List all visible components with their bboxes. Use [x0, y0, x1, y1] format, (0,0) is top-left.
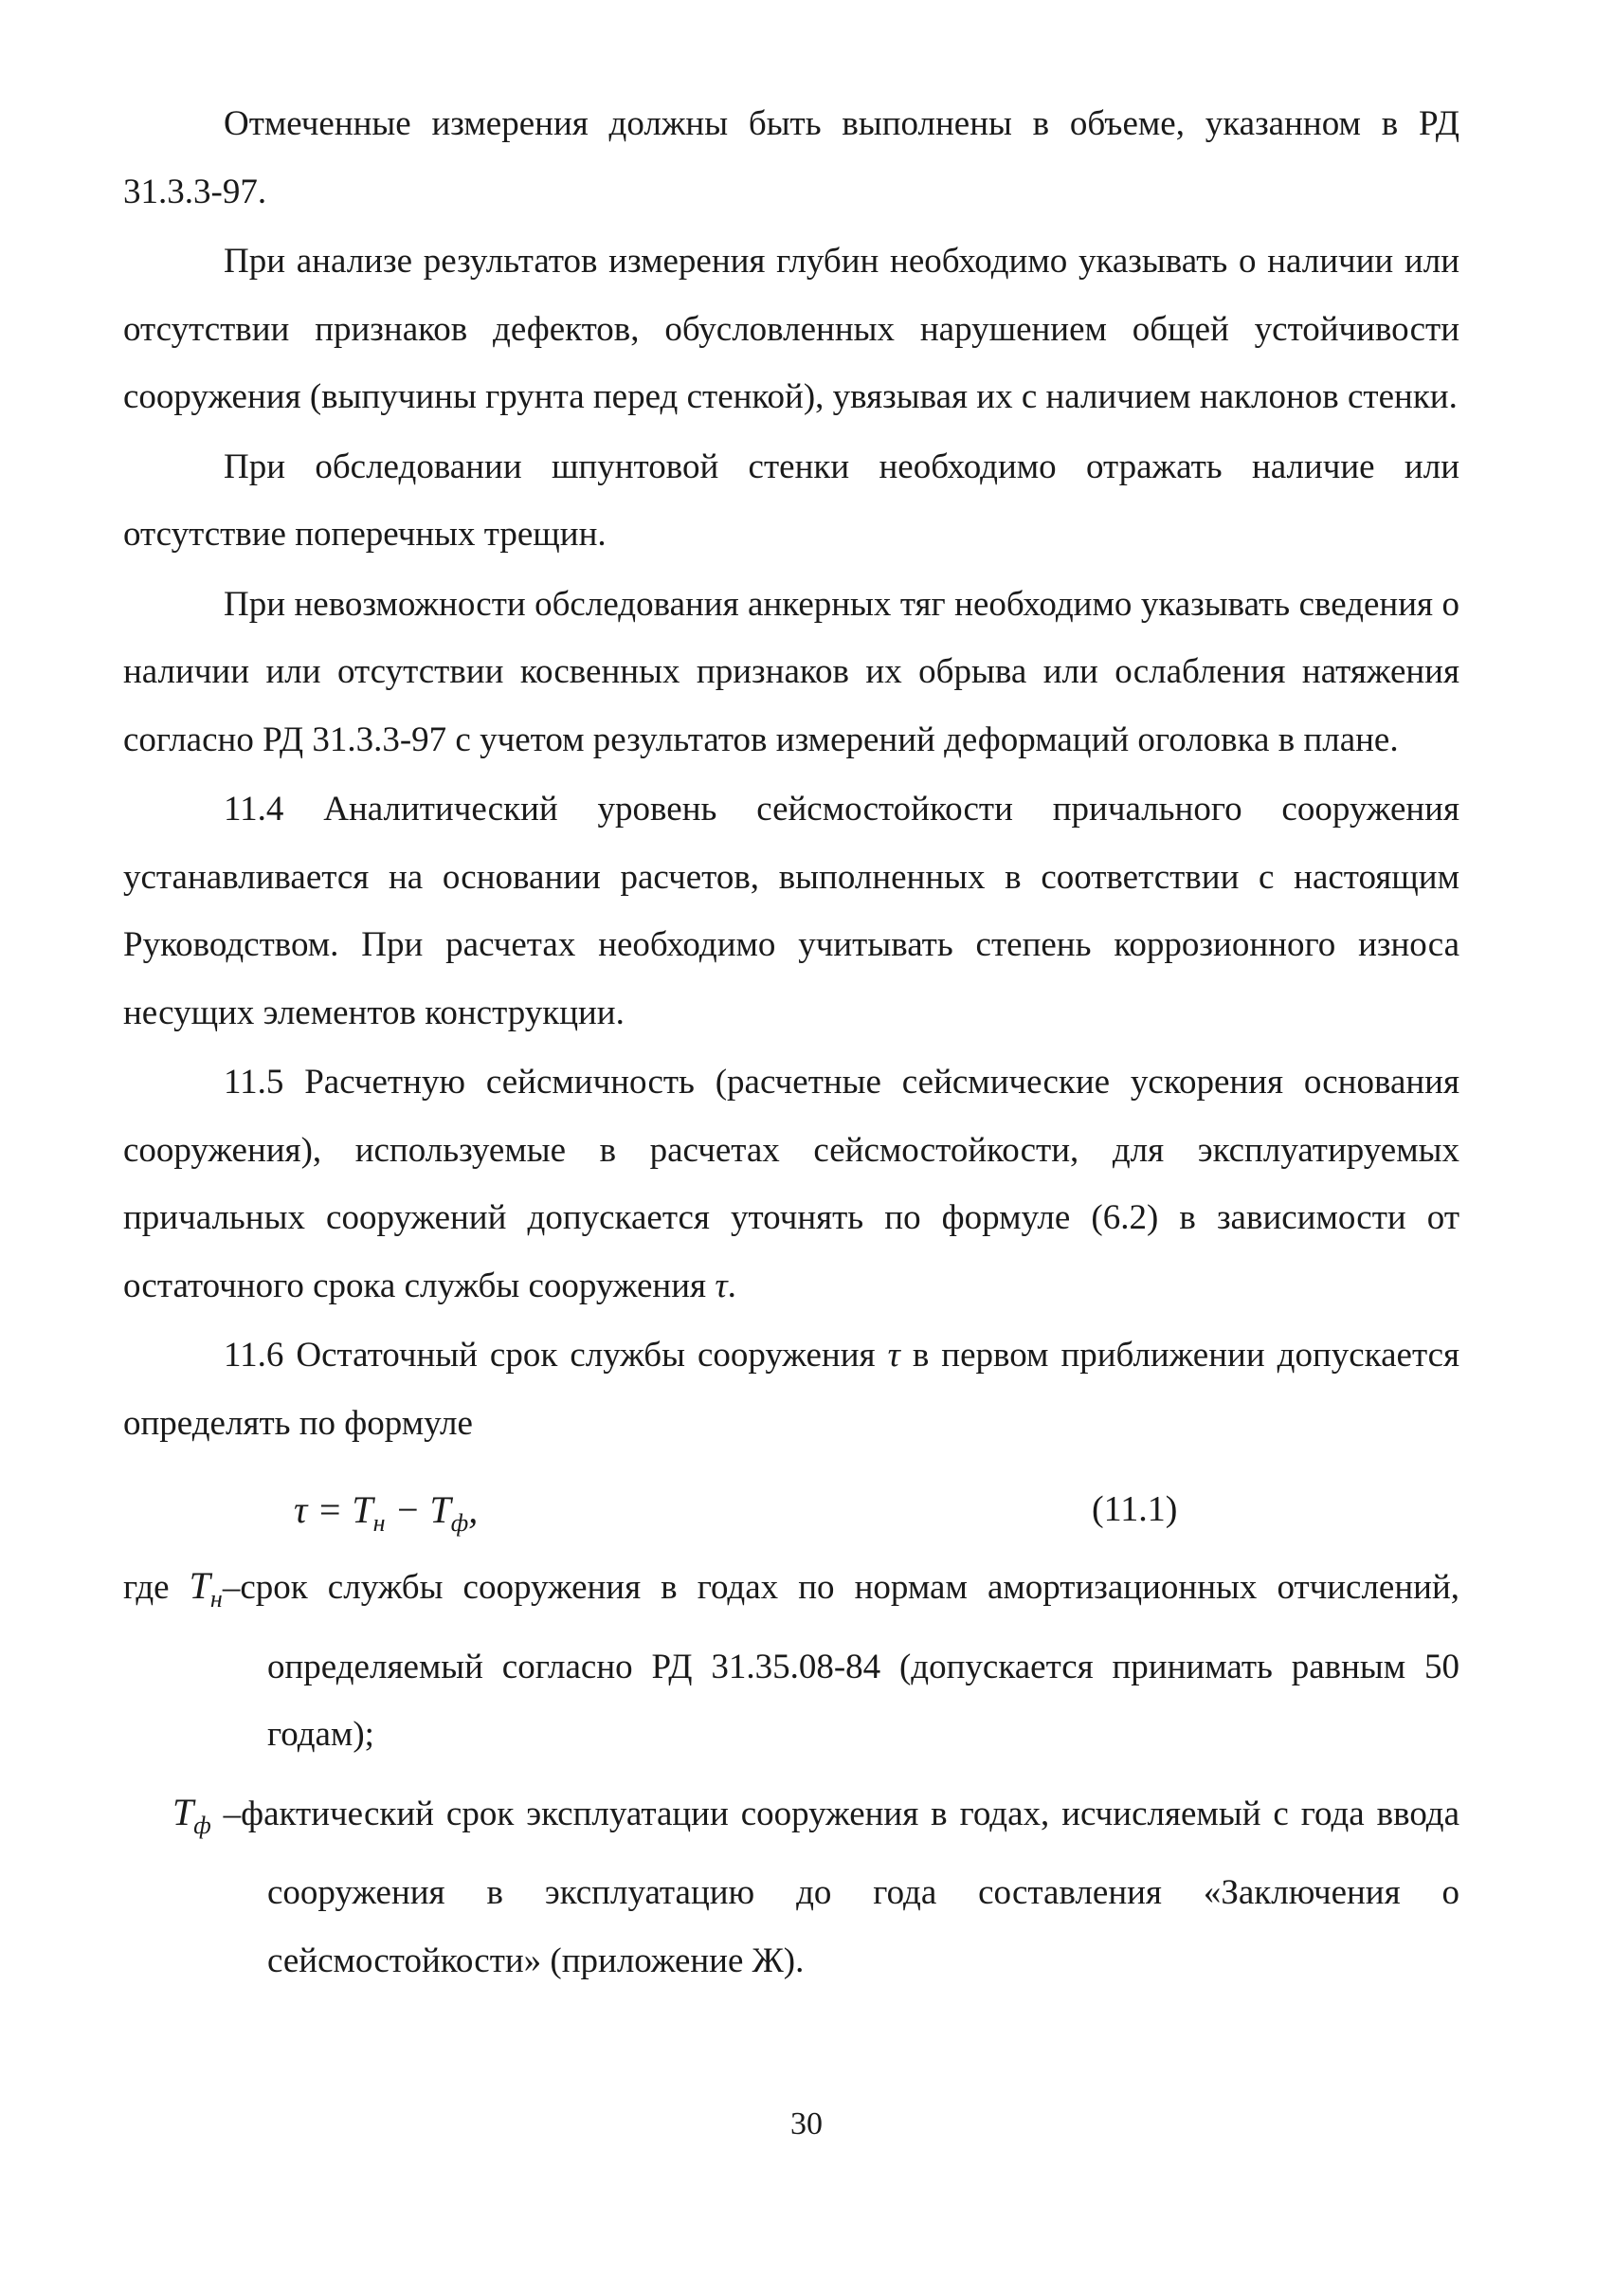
- formula-comma: ,: [468, 1488, 479, 1531]
- paragraph-depth-analysis: При анализе результатов измерения глубин необходимо указывать о наличии или отсутствии признаков дефектов, обусловленных нарушением общей устойчивости сооружения (выпучины грунта перед стенкой), увязывая их с наличием наклонов стенки.: [123, 242, 1459, 416]
- definition-tf: [123, 1778, 1459, 1995]
- formula-f-subscript: ф: [450, 1509, 469, 1537]
- tf-T: T: [172, 1790, 194, 1833]
- tn-T: T: [189, 1564, 210, 1607]
- paragraph-11-5-text: 11.5 Расчетную сейсмичность (расчетные сейсмические ускорения основания сооружения), используемые в расчетах сейсмостойкости, для эксплуатируемых причальных сооружений допускается уточнять по формуле (6.2) в зависимости от остаточного срока службы сооружения: [123, 1063, 1459, 1305]
- paragraph-11-4: 11.4 Аналитический уровень сейсмостойкости причального сооружения устанавливается на основании расчетов, выполненных в соответствии с настоящим Руководством. При расчетах необходимо учитывать степень коррозионного износа несущих элементов конструкции.: [123, 790, 1459, 1032]
- paragraph-11-6: [123, 1321, 1459, 1457]
- tau-symbol: τ: [715, 1266, 728, 1305]
- paragraph-sheet-pile: При обследовании шпунтовой стенки необходимо отражать наличие или отсутствие поперечных трещин.: [123, 446, 1459, 554]
- definition-tn: [123, 1552, 1459, 1769]
- paragraph-11-6-text-start: 11.6 Остаточный срок службы сооружения: [224, 1336, 876, 1375]
- formula-T: T: [429, 1488, 451, 1531]
- formula-number: (11.1): [1092, 1489, 1178, 1529]
- formula-11-1: [294, 1476, 478, 1558]
- formula-tau: τ: [294, 1488, 308, 1531]
- paragraph-measurements: Отмеченные измерения должны быть выполнены в объеме, указанном в РД 31.3.3-97.: [123, 104, 1459, 211]
- tau-symbol: τ: [887, 1336, 900, 1375]
- period: .: [727, 1266, 736, 1305]
- paragraph-11-6-text-end: в первом приближении допускается определять по формуле: [123, 1336, 1460, 1443]
- tf-definition-text: –фактический срок эксплуатации сооружения в годах, исчисляемый с года ввода сооружения в эксплуатацию до года составления «Заключения о сейсмостойкости» (приложение Ж).: [223, 1794, 1460, 1980]
- tn-definition-text: –срок службы сооружения в годах по нормам амортизационных отчислений, определяемый согласно РД 31.35.08-84 (допускается принимать равным 50 годам);: [222, 1568, 1459, 1754]
- formula-T: T: [352, 1488, 373, 1531]
- page-number: 30: [790, 2106, 823, 2141]
- document-page: [123, 90, 1459, 1995]
- tn-symbol: [189, 1564, 223, 1613]
- where-word: где: [123, 1568, 170, 1607]
- tf-symbol: [172, 1790, 211, 1839]
- formula-minus: −: [385, 1488, 430, 1531]
- formula-n-subscript: н: [372, 1509, 386, 1537]
- tn-subscript: н: [209, 1585, 223, 1613]
- tf-subscript: ф: [193, 1811, 211, 1839]
- formula-row: [123, 1463, 1459, 1546]
- paragraph-11-5: [123, 1048, 1459, 1320]
- formula-equals: =: [307, 1488, 353, 1531]
- paragraph-anchor-rods: При невозможности обследования анкерных тяг необходимо указывать сведения о наличии или отсутствии косвенных признаков их обрыва или ослабления натяжения согласно РД 31.3.3-97 с учетом результатов измерений деформаций оголовка в плане.: [123, 584, 1459, 759]
